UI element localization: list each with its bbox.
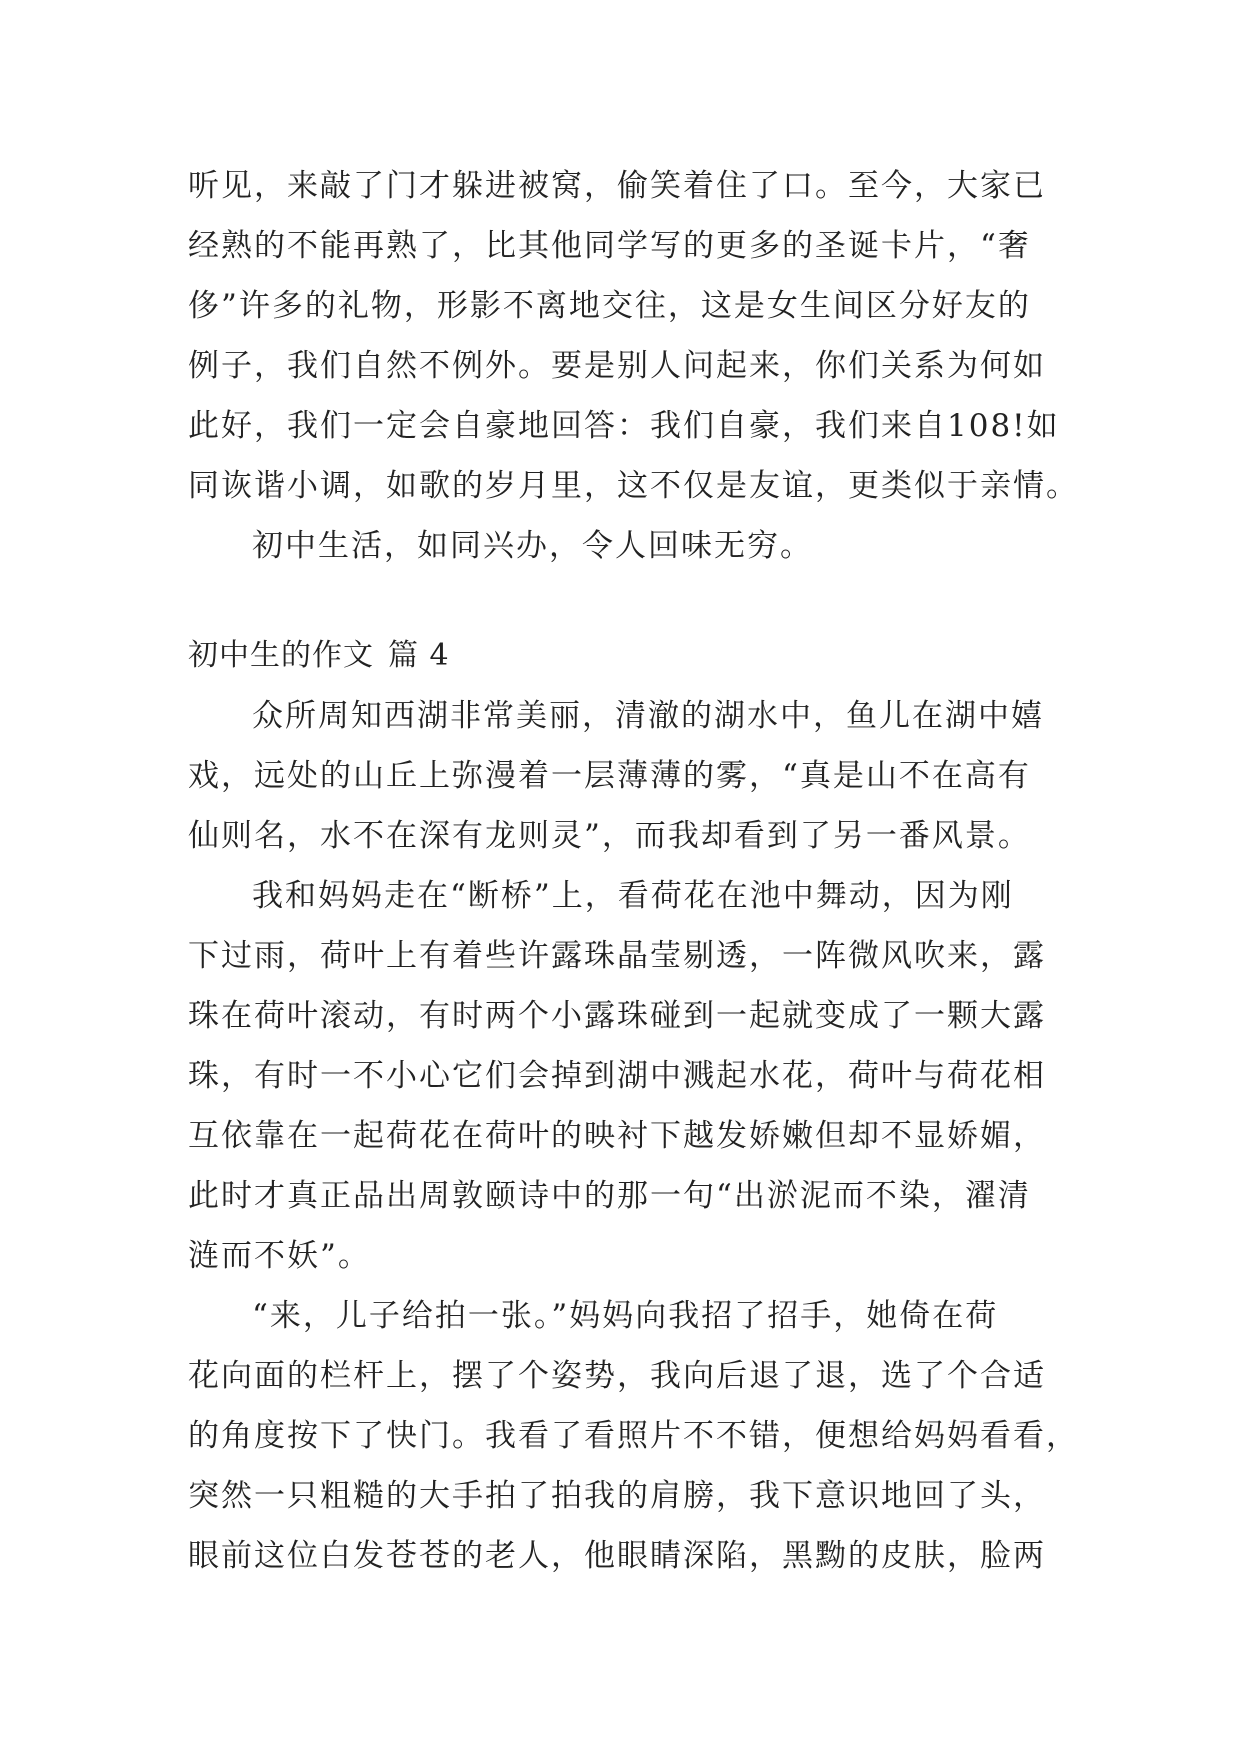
text-line: 突然一只粗糙的大手拍了拍我的肩膀，我下意识地回了头， (188, 1478, 1046, 1514)
text-line: 侈”许多的礼物，形影不离地交往，这是女生间区分好友的 (188, 288, 1031, 324)
essay-heading (188, 626, 1068, 686)
text-line: 例子，我们自然不例外。要是别人问起来，你们关系为何如 (188, 348, 1046, 384)
text-line: 戏，远处的山丘上弥漫着一层薄薄的雾，“真是山不在高有 (188, 758, 1031, 794)
closing-line: 初中生活，如同兴办，令人回味无穷。 (252, 528, 813, 564)
text-line: 下过雨，荷叶上有着些许露珠晶莹剔透，一阵微风吹来，露 (188, 938, 1046, 974)
text-line: “来，儿子给拍一张。”妈妈向我招了招手，她倚在荷 (252, 1298, 999, 1334)
text-line: 珠在荷叶滚动，有时两个小露珠碰到一起就变成了一颗大露 (188, 998, 1046, 1034)
heading-label: 篇 4 (388, 638, 450, 673)
heading-title: 初中生的作文 (188, 638, 374, 673)
text-line: 互依靠在一起荷花在荷叶的映衬下越发娇嫩但却不显娇媚， (188, 1118, 1046, 1154)
text-line: 珠，有时一不小心它们会掉到湖中溅起水花，荷叶与荷花相 (188, 1058, 1046, 1094)
text-line: 此好，我们一定会自豪地回答：我们自豪，我们来自108!如 (188, 408, 1060, 444)
text-line: 涟而不妖”。 (188, 1238, 371, 1274)
essay-body (188, 686, 1079, 1586)
heading-line (188, 626, 1068, 686)
text-line: 此时才真正品出周敦颐诗中的那一句“出淤泥而不染，濯清 (188, 1178, 1031, 1214)
text-line: 的角度按下了快门。我看了看照片不不错，便想给妈妈看看， (188, 1418, 1079, 1454)
text-line: 花向面的栏杆上，摆了个姿势，我向后退了退，选了个合适 (188, 1358, 1046, 1394)
text-line: 众所周知西湖非常美丽，清澈的湖水中，鱼儿在湖中嬉 (252, 698, 1044, 734)
text-line: 仙则名，水不在深有龙则灵”，而我却看到了另一番风景。 (188, 818, 1031, 854)
text-line: 听见，来敲了门才躲进被窝，偷笑着住了口。至今，大家已 (188, 168, 1046, 204)
text-line: 眼前这位白发苍苍的老人，他眼睛深陷，黑黝的皮肤，脸两 (188, 1538, 1046, 1574)
text-line: 同诙谐小调，如歌的岁月里，这不仅是友谊，更类似于亲情。 (188, 468, 1079, 504)
previous-essay-ending (188, 156, 1079, 576)
text-line: 经熟的不能再熟了，比其他同学写的更多的圣诞卡片，“奢 (188, 228, 1031, 264)
text-line: 我和妈妈走在“断桥”上，看荷花在池中舞动，因为刚 (252, 878, 1014, 914)
